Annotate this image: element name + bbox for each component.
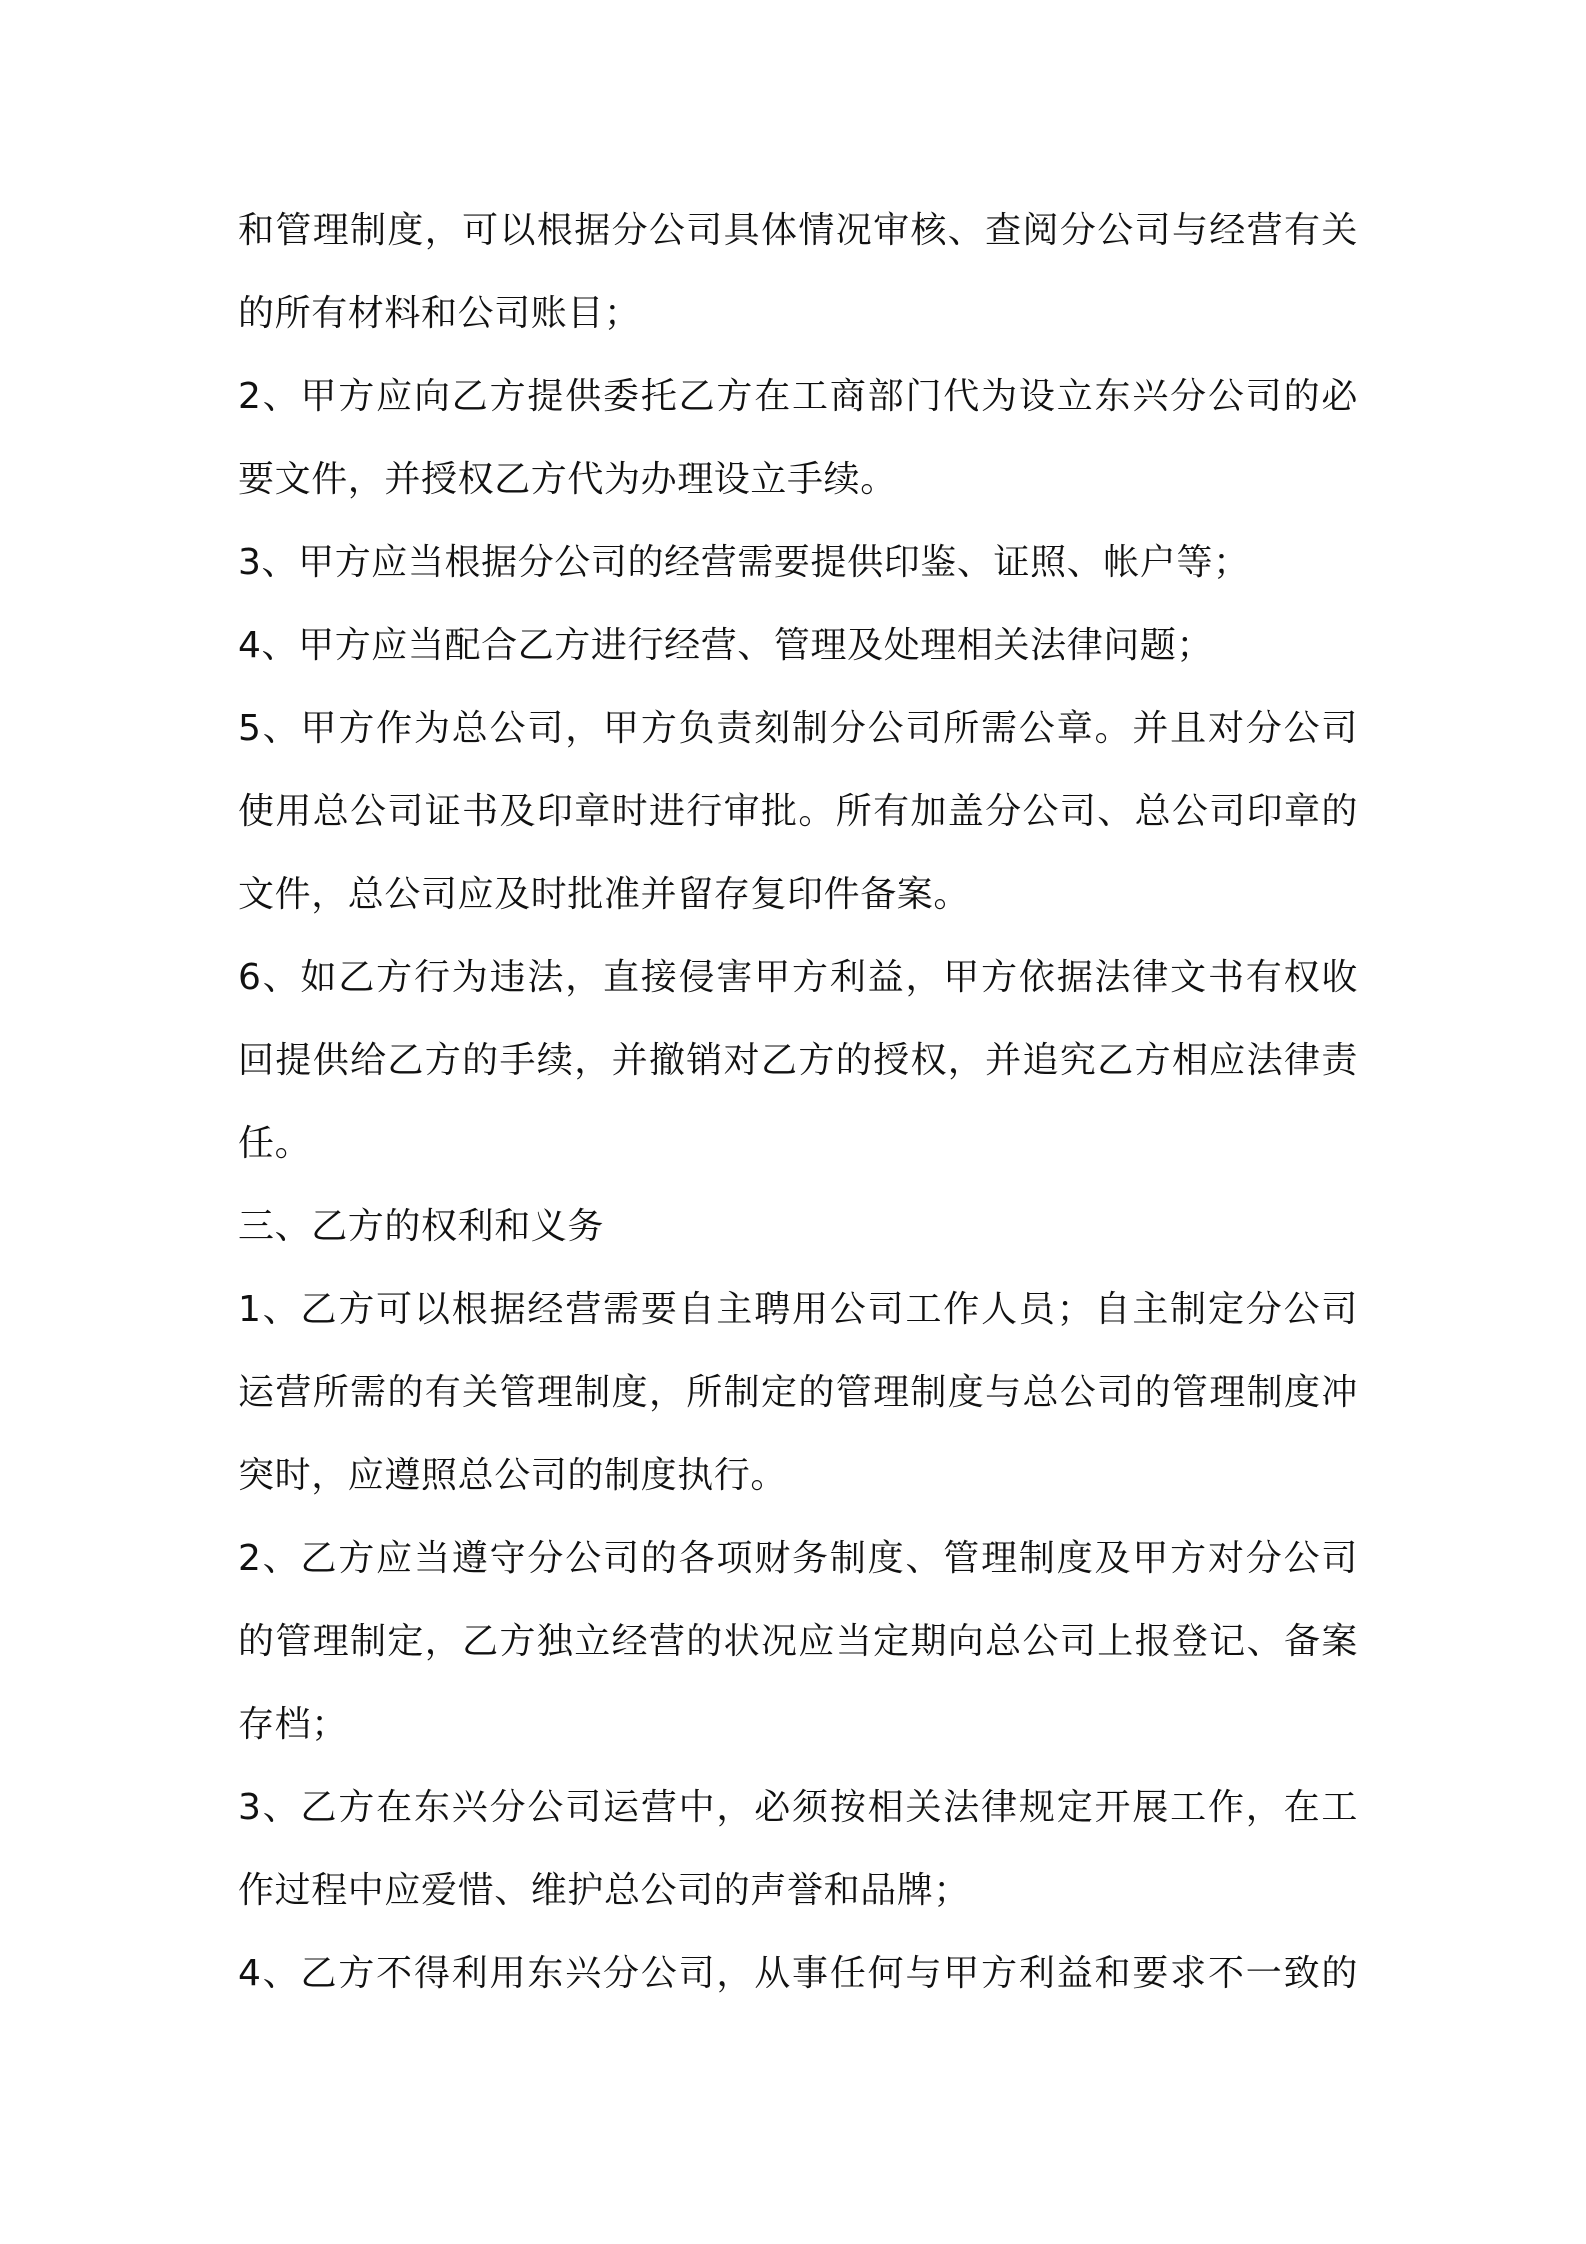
text-line: 4、乙方不得利用东兴分公司，从事任何与甲方利益和要求不一致的 <box>238 1953 1358 1994</box>
text-line: 的管理制定，乙方独立经营的状况应当定期向总公司上报登记、备案 <box>238 1621 1358 1662</box>
text-line: 作过程中应爱惜、维护总公司的声誉和品牌； <box>238 1870 971 1911</box>
text-line: 3、甲方应当根据分公司的经营需要提供印鉴、证照、帐户等； <box>238 542 1250 583</box>
text-line: 4、甲方应当配合乙方进行经营、管理及处理相关法律问题； <box>238 625 1214 666</box>
text-line: 突时，应遵照总公司的制度执行。 <box>238 1455 788 1496</box>
text-line: 3、乙方在东兴分公司运营中，必须按相关法律规定开展工作，在工 <box>238 1787 1358 1828</box>
text-line: 使用总公司证书及印章时进行审批。所有加盖分公司、总公司印章的 <box>238 791 1358 832</box>
section-heading: 三、乙方的权利和义务 <box>238 1206 605 1247</box>
text-line: 运营所需的有关管理制度，所制定的管理制度与总公司的管理制度冲 <box>238 1372 1358 1413</box>
text-line: 2、甲方应向乙方提供委托乙方在工商部门代为设立东兴分公司的必 <box>238 376 1358 417</box>
text-line: 任。 <box>238 1123 312 1164</box>
text-line: 2、乙方应当遵守分公司的各项财务制度、管理制度及甲方对分公司 <box>238 1538 1358 1579</box>
text-line: 文件，总公司应及时批准并留存复印件备案。 <box>238 874 971 915</box>
text-line: 和管理制度，可以根据分公司具体情况审核、查阅分公司与经营有关 <box>238 210 1358 251</box>
text-line: 要文件，并授权乙方代为办理设立手续。 <box>238 459 897 500</box>
text-line: 6、如乙方行为违法，直接侵害甲方利益，甲方依据法律文书有权收 <box>238 957 1358 998</box>
text-line: 回提供给乙方的手续，并撤销对乙方的授权，并追究乙方相应法律责 <box>238 1040 1358 1081</box>
text-line: 的所有材料和公司账目； <box>238 293 641 334</box>
text-line: 存档； <box>238 1704 348 1745</box>
document-body <box>238 200 1358 2026</box>
text-line: 5、甲方作为总公司，甲方负责刻制分公司所需公章。并且对分公司 <box>238 708 1358 749</box>
text-line: 1、乙方可以根据经营需要自主聘用公司工作人员；自主制定分公司 <box>238 1289 1358 1330</box>
